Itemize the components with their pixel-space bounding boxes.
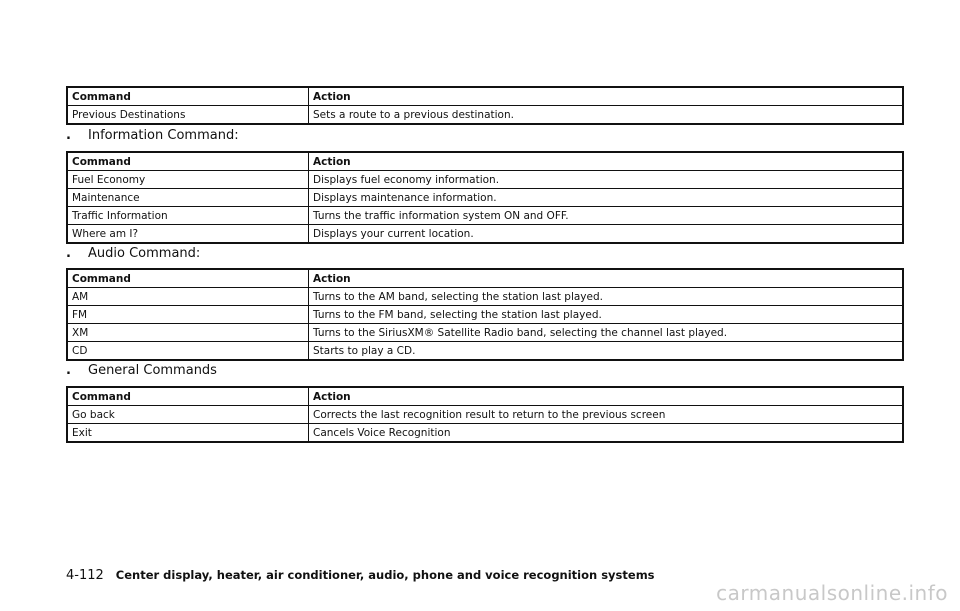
table-row: [68, 206, 902, 224]
action-cell: Cancels Voice Recognition: [308, 424, 902, 441]
command-cell: XM: [72, 326, 89, 339]
command-column-header: Command: [72, 155, 131, 168]
table-row: [68, 105, 902, 123]
table-row: [68, 287, 902, 305]
section-title: Information Command:: [88, 128, 239, 143]
action-cell: Displays maintenance information.: [308, 189, 902, 206]
watermark-text: carmanualsonline.info: [716, 581, 948, 605]
table-header-row: [68, 153, 902, 170]
action-column-header: Action: [308, 88, 902, 105]
command-cell: FM: [72, 308, 88, 321]
chapter-title: Center display, heater, air conditioner, audio, phone and voice recognition systems: [115, 568, 655, 582]
command-column-header: Command: [72, 272, 131, 285]
page-footer: [66, 568, 655, 583]
bullet-marker: .: [66, 128, 71, 143]
action-cell: Sets a route to a previous destination.: [308, 106, 902, 123]
action-column-header: Action: [308, 270, 902, 287]
bullet-marker: .: [66, 246, 71, 261]
command-column-header: Command: [72, 390, 131, 403]
command-cell: Previous Destinations: [72, 108, 186, 121]
table-row: [68, 170, 902, 188]
previous-destinations-table: [66, 86, 904, 125]
action-cell: Displays your current location.: [308, 225, 902, 242]
section-heading-audio: [66, 246, 200, 261]
action-cell: Displays fuel economy information.: [308, 171, 902, 188]
section-title: General Commands: [88, 363, 217, 378]
command-cell: CD: [72, 344, 88, 357]
command-cell: Where am I?: [72, 227, 139, 240]
table-row: [68, 188, 902, 206]
section-heading-general: [66, 363, 217, 378]
command-cell: Traffic Information: [72, 209, 168, 222]
command-column-header: Command: [72, 90, 131, 103]
table-row: [68, 423, 902, 441]
command-cell: AM: [72, 290, 89, 303]
action-cell: Turns to the FM band, selecting the station last played.: [308, 306, 902, 323]
action-cell: Starts to play a CD.: [308, 342, 902, 359]
command-cell: Fuel Economy: [72, 173, 146, 186]
action-column-header: Action: [308, 153, 902, 170]
action-column-header: Action: [308, 388, 902, 405]
table-header-row: [68, 270, 902, 287]
information-command-table: [66, 151, 904, 244]
table-row: [68, 323, 902, 341]
table-row: [68, 224, 902, 242]
table-header-row: [68, 88, 902, 105]
section-heading-information: [66, 128, 239, 143]
bullet-marker: .: [66, 363, 71, 378]
command-cell: Go back: [72, 408, 115, 421]
general-commands-table: [66, 386, 904, 443]
audio-command-table: [66, 268, 904, 361]
table-row: [68, 405, 902, 423]
action-cell: Turns to the AM band, selecting the station last played.: [308, 288, 902, 305]
action-cell: Corrects the last recognition result to return to the previous screen: [308, 406, 902, 423]
action-cell: Turns the traffic information system ON and OFF.: [308, 207, 902, 224]
table-row: [68, 341, 902, 359]
table-row: [68, 305, 902, 323]
command-cell: Maintenance: [72, 191, 140, 204]
section-title: Audio Command:: [88, 246, 201, 261]
command-cell: Exit: [72, 426, 92, 439]
page-number: 4-112: [66, 568, 104, 583]
action-cell: Turns to the SiriusXM® Satellite Radio band, selecting the channel last played.: [308, 324, 902, 341]
table-header-row: [68, 388, 902, 405]
